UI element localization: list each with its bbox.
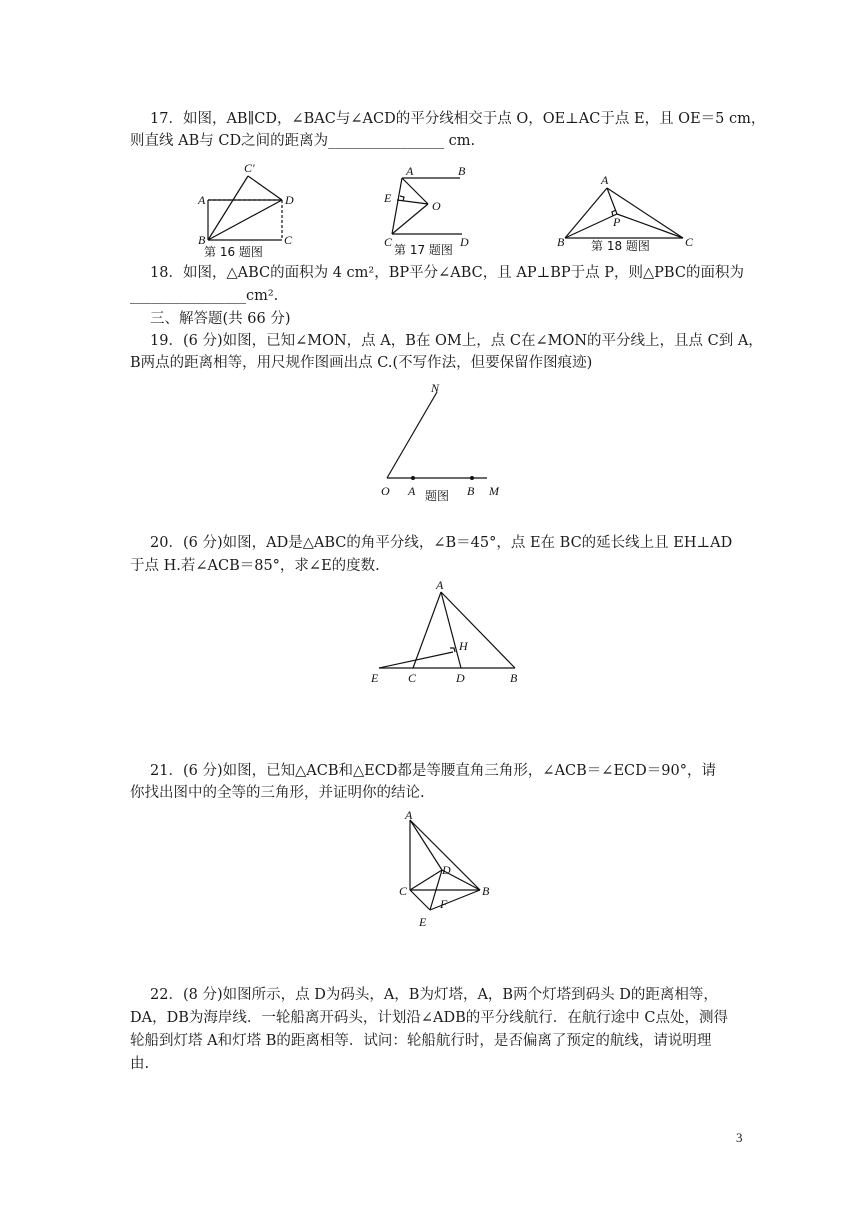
fig17-label-D: D [460,235,469,249]
q19-line2: B两点的距离相等，用尺规作图画出点 C.(不写作法，但要保留作图痕迹) [130,355,593,371]
fig18-label-C: C [685,235,694,249]
fig17-caption: 第 17 题图 [394,243,453,257]
page-number: 3 [736,1130,743,1145]
fig20-label-C: C [408,671,417,685]
figure-21 [390,808,500,937]
fig19-label-O: O [381,484,390,498]
fig21-label-C: C [399,884,408,898]
q22-line3: 轮船到灯塔 A和灯塔 B的距离相等．试问：轮船航行时，是否偏离了预定的航线，请说明理 [130,1033,712,1049]
fig16-label-C-prime: C′ [244,161,255,175]
figure-17 [380,160,490,264]
fig17-label-E: E [384,191,392,205]
q22-line2: DA，DB为海岸线．一轮船离开码头，计划沿∠ADB的平分线航行．在航行途中 C点处，测得 [130,1010,728,1026]
fig16-label-B: B [198,233,206,247]
fig17-label-C: C [384,235,393,249]
q19-line1: 19．(6 分)如图，已知∠MON，点 A，B在 OM上，点 C在∠MON的平分线上，且点 C到 A， [150,333,763,349]
fig17-label-A: A [406,164,414,178]
fig16-label-C: C [284,233,293,247]
fig20-label-A: A [436,578,444,592]
q18-line1: 18．如图，△ABC的面积为 4 cm²，BP平分∠ABC，且 AP⊥BP于点 P，则△PBC的面积为 [150,265,744,281]
figure-18 [555,170,705,264]
fig20-label-B: B [510,671,518,685]
fig19-label-A: A [408,484,416,498]
fig18-label-P: P [613,215,621,229]
fig18-label-A: A [601,173,609,187]
fig18-caption: 第 18 题图 [591,239,650,253]
q20-line1: 20．(6 分)如图，AD是△ABC的角平分线，∠B＝45°，点 E在 BC的延长线上且 EH⊥AD [150,535,733,551]
fig21-label-F: F [440,897,448,911]
fig19-label-N: N [431,381,440,395]
figure-19 [375,380,515,514]
section-title: 三、解答题(共 66 分) [150,311,291,327]
q22-line1: 22．(8 分)如图所示，点 D为码头，A，B为灯塔，A，B两个灯塔到码头 D的距离相等， [150,987,718,1003]
fig16-label-A: A [198,193,206,207]
fig16-label-D: D [285,193,294,207]
q17-line2: 则直线 AB与 CD之间的距离为________________ cm. [130,133,476,149]
fig19-label-B: B [467,484,475,498]
fig16-caption: 第 16 题图 [204,245,263,259]
fig18-label-B: B [557,235,565,249]
q18-line2: ________________cm². [130,288,279,304]
fig21-label-A: A [405,808,413,822]
figure-16 [190,160,310,264]
q22-line4: 由. [130,1056,150,1072]
q20-line2: 于点 H.若∠ACB＝85°，求∠E的度数. [130,558,380,574]
fig21-label-D: D [442,863,451,877]
fig17-label-B: B [458,164,466,178]
fig19-label-M: M [489,484,499,498]
q21-line2: 你找出图中的全等的三角形，并证明你的结论. [130,785,425,801]
figure-20 [365,578,535,697]
fig19-caption: 题图 [425,489,450,503]
fig21-label-B: B [482,884,490,898]
fig17-label-O: O [432,199,441,213]
fig20-label-E: E [371,671,379,685]
q17-line1: 17．如图，AB∥CD，∠BAC与∠ACD的平分线相交于点 O，OE⊥AC于点 E，且 OE＝5 cm， [150,111,766,127]
fig20-label-D: D [456,671,465,685]
fig20-label-H: H [459,639,468,653]
fig21-label-E: E [419,915,427,929]
q21-line1: 21．(6 分)如图，已知△ACB和△ECD都是等腰直角三角形，∠ACB＝∠ECD＝90°，请 [150,763,716,779]
